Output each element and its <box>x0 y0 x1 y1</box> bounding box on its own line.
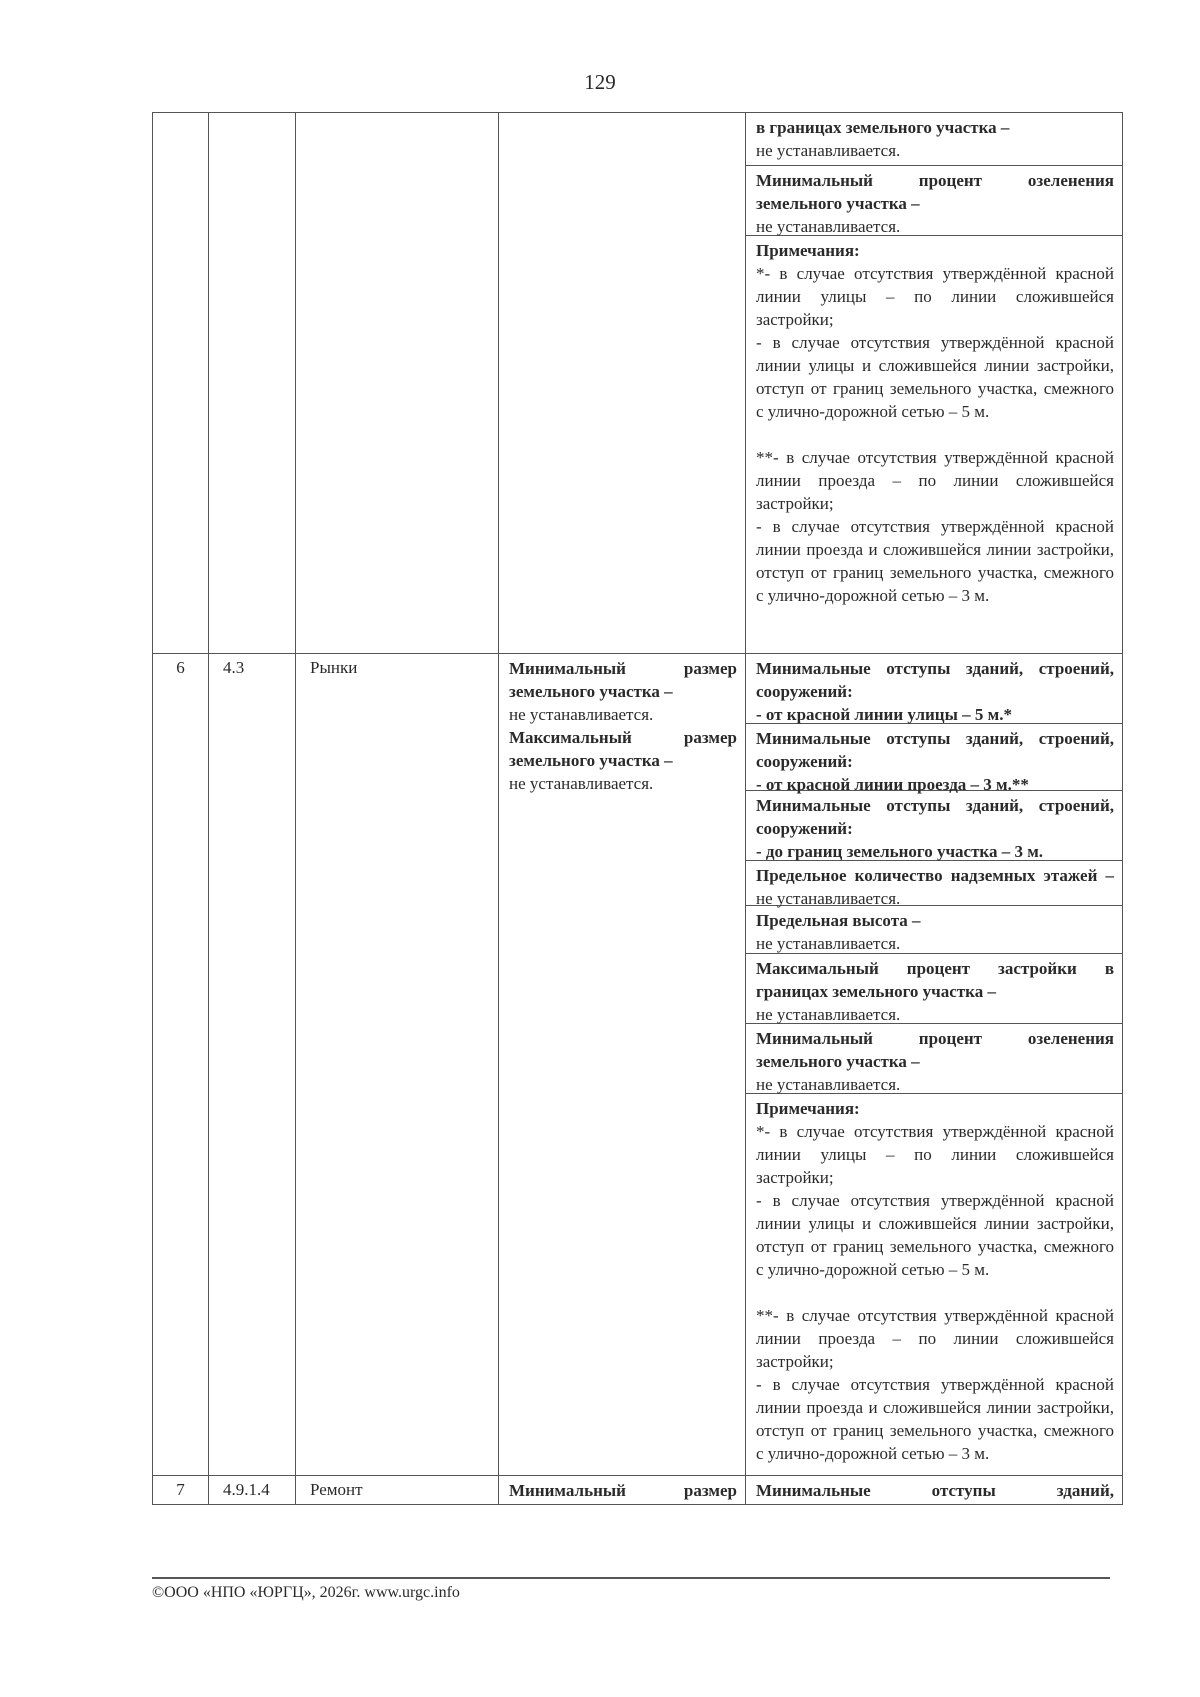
notes-cell: Примечания: *- в случае отсутствия утверждённой красной линии улицы – по линии сложившейся застройки; - в случае отсутствия утверждённой красной линии улицы и сложившейся линии застройки, отступ от границ земельного участка, смежного с улично-дорожной сетью – 5 м. **- в случае отсутствия утверждённой красной линии проезда – по линии сложившейся застройки; - в случае отсутствия утверждённой красной линии проезда и сложившейся линии застройки, отступ от границ земельного участка, смежного с улично-дорожной сетью – 3 м. <box>746 235 1122 653</box>
footer-divider <box>152 1577 1110 1579</box>
row-code: 4.9.1.4 <box>209 1476 296 1505</box>
height-cell: Предельная высота – не устанавливается. <box>746 905 1122 953</box>
setback-street-cell: Минимальные отступы зданий, строений, сооружений: - от красной линии улицы – 5 м.* <box>756 659 1114 724</box>
max-size-cell: Максимальный размер земельного участка – не устанавливается. <box>509 728 737 793</box>
table-row-continuation <box>153 113 1123 654</box>
min-green-cell: Минимальный процент озеленения земельного участка – не устанавливается. <box>746 165 1122 235</box>
table-row-7: 7 4.9.1.4 Ремонт Минимальный размер Минимальные отступы зданий, <box>153 1476 1123 1505</box>
notes-cell: Примечания: *- в случае отсутствия утверждённой красной линии улицы – по линии сложившейся застройки; - в случае отсутствия утверждённой красной линии улицы и сложившейся линии застройки, отступ от границ земельного участка, смежного с улично-дорожной сетью – 5 м. **- в случае отсутствия утверждённой красной линии проезда – по линии сложившейся застройки; - в случае отсутствия утверждённой красной линии проезда и сложившейся линии застройки, отступ от границ земельного участка, смежного с улично-дорожной сетью – 3 м. <box>746 1093 1122 1475</box>
min-size-cell: Минимальный размер земельного участка – не устанавливается. <box>509 659 737 724</box>
row-number: 7 <box>153 1476 209 1505</box>
max-build-cell: Максимальный процент застройки в границах земельного участка – не устанавливается. <box>746 953 1122 1023</box>
row-code: 4.3 <box>209 654 296 1476</box>
row-name: Ремонт <box>296 1476 499 1505</box>
max-build-cell: в границах земельного участка – не устанавливается. <box>756 118 1010 160</box>
table-row-6 <box>153 654 1123 1476</box>
page-number: 129 <box>584 70 616 94</box>
setback-boundary-cell: Минимальные отступы зданий, строений, сооружений: - до границ земельного участка – 3 м. <box>746 790 1122 860</box>
setback-passage-cell: Минимальные отступы зданий, строений, сооружений: - от красной линии проезда – 3 м.** <box>746 723 1122 790</box>
min-green-cell: Минимальный процент озеленения земельного участка – не устанавливается. <box>746 1023 1122 1093</box>
row-name: Рынки <box>296 654 499 1476</box>
regulations-table <box>152 112 1123 1505</box>
floors-cell: Предельное количество надземных этажей – не устанавливается. <box>746 860 1122 905</box>
row-number: 6 <box>153 654 209 1476</box>
footer-copyright: ©ООО «НПО «ЮРГЦ», 2026г. www.urgc.info <box>152 1584 460 1601</box>
